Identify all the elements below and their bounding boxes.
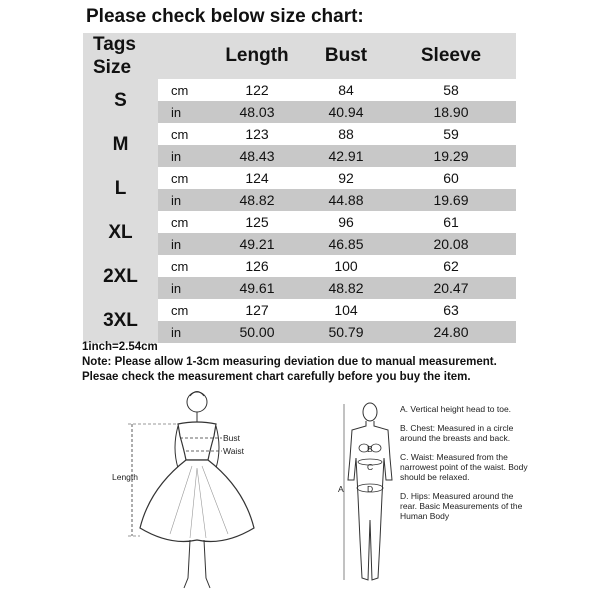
sleeve-value: 20.47 bbox=[386, 277, 516, 299]
unit-label: in bbox=[158, 277, 208, 299]
length-value: 48.03 bbox=[208, 101, 306, 123]
unit-label: cm bbox=[158, 299, 208, 321]
legend-item-b: B. Chest: Measured in a circle around the breasts and back. bbox=[400, 423, 514, 443]
bust-value: 96 bbox=[306, 211, 386, 233]
sleeve-value: 20.08 bbox=[386, 233, 516, 255]
dress-length-label: Length bbox=[112, 472, 138, 482]
unit-label: cm bbox=[158, 255, 208, 277]
unit-label: cm bbox=[158, 211, 208, 233]
check-note: Plesae check the measurement chart carefully before you buy the item. bbox=[82, 371, 471, 383]
length-value: 124 bbox=[208, 167, 306, 189]
table-row bbox=[83, 123, 516, 145]
bust-value: 42.91 bbox=[306, 145, 386, 167]
dress-bodice bbox=[178, 422, 216, 460]
sleeve-value: 59 bbox=[386, 123, 516, 145]
unit-label: in bbox=[158, 321, 208, 343]
length-value: 125 bbox=[208, 211, 306, 233]
length-value: 49.61 bbox=[208, 277, 306, 299]
unit-label: in bbox=[158, 189, 208, 211]
bust-value: 46.85 bbox=[306, 233, 386, 255]
length-value: 127 bbox=[208, 299, 306, 321]
sleeve-value: 63 bbox=[386, 299, 516, 321]
unit-label: cm bbox=[158, 167, 208, 189]
bust-value: 100 bbox=[306, 255, 386, 277]
size-label: XL bbox=[83, 211, 158, 255]
bust-value: 84 bbox=[306, 79, 386, 101]
unit-label: in bbox=[158, 145, 208, 167]
body-label-d: D bbox=[367, 484, 374, 494]
length-value: 49.21 bbox=[208, 233, 306, 255]
sleeve-value: 18.90 bbox=[386, 101, 516, 123]
table-row bbox=[83, 255, 516, 277]
sleeve-value: 24.80 bbox=[386, 321, 516, 343]
bust-value: 50.79 bbox=[306, 321, 386, 343]
header-bust: Bust bbox=[306, 33, 386, 79]
bust-value: 88 bbox=[306, 123, 386, 145]
dress-illustration bbox=[110, 388, 290, 594]
unit-label: in bbox=[158, 233, 208, 255]
conversion-note: 1inch=2.54cm bbox=[82, 341, 158, 353]
measurement-legend bbox=[400, 404, 530, 530]
sleeve-value: 58 bbox=[386, 79, 516, 101]
table-row bbox=[83, 211, 516, 233]
length-value: 126 bbox=[208, 255, 306, 277]
unit-label: cm bbox=[158, 123, 208, 145]
body-label-c: C bbox=[367, 462, 374, 472]
bust-value: 48.82 bbox=[306, 277, 386, 299]
body-head-icon bbox=[363, 403, 377, 421]
size-label: 3XL bbox=[83, 299, 158, 343]
sleeve-value: 19.29 bbox=[386, 145, 516, 167]
length-value: 123 bbox=[208, 123, 306, 145]
page-title: Please check below size chart: bbox=[86, 6, 364, 27]
legend-item-d: D. Hips: Measured around the rear. Basic Measurements of the Human Body bbox=[400, 491, 523, 521]
length-value: 50.00 bbox=[208, 321, 306, 343]
unit-label: cm bbox=[158, 79, 208, 101]
dress-head-icon bbox=[187, 392, 207, 412]
header-size: Size bbox=[93, 57, 132, 78]
bust-value: 44.88 bbox=[306, 189, 386, 211]
body-label-b: B bbox=[367, 444, 373, 454]
length-value: 48.82 bbox=[208, 189, 306, 211]
size-label: S bbox=[83, 79, 158, 123]
notes bbox=[82, 340, 497, 385]
legend-item-c: C. Waist: Measured from the narrowest point of the waist. Body should be relaxed. bbox=[400, 452, 528, 482]
bust-value: 40.94 bbox=[306, 101, 386, 123]
dress-waist-label: Waist bbox=[223, 446, 244, 456]
length-value: 48.43 bbox=[208, 145, 306, 167]
header-length: Length bbox=[208, 33, 306, 79]
sleeve-value: 60 bbox=[386, 167, 516, 189]
deviation-note: Note: Please allow 1-3cm measuring deviation due to manual measurement. bbox=[82, 356, 497, 368]
header-tags: Tags bbox=[93, 34, 136, 55]
legend-item-a: A. Vertical height head to toe. bbox=[400, 404, 512, 414]
sleeve-value: 61 bbox=[386, 211, 516, 233]
size-chart-table bbox=[83, 33, 516, 343]
body-label-a: A bbox=[338, 484, 344, 494]
size-label: L bbox=[83, 167, 158, 211]
bust-value: 92 bbox=[306, 167, 386, 189]
table-header-row bbox=[83, 33, 516, 79]
bust-value: 104 bbox=[306, 299, 386, 321]
size-label: M bbox=[83, 123, 158, 167]
unit-label: in bbox=[158, 101, 208, 123]
header-sleeve: Sleeve bbox=[386, 33, 516, 79]
sleeve-value: 19.69 bbox=[386, 189, 516, 211]
sleeve-value: 62 bbox=[386, 255, 516, 277]
size-label: 2XL bbox=[83, 255, 158, 299]
dress-bust-label: Bust bbox=[223, 433, 241, 443]
dress-skirt bbox=[140, 460, 254, 542]
table-row bbox=[83, 167, 516, 189]
table-row bbox=[83, 79, 516, 101]
header-tags-size bbox=[83, 33, 208, 79]
length-value: 122 bbox=[208, 79, 306, 101]
table-row bbox=[83, 299, 516, 321]
